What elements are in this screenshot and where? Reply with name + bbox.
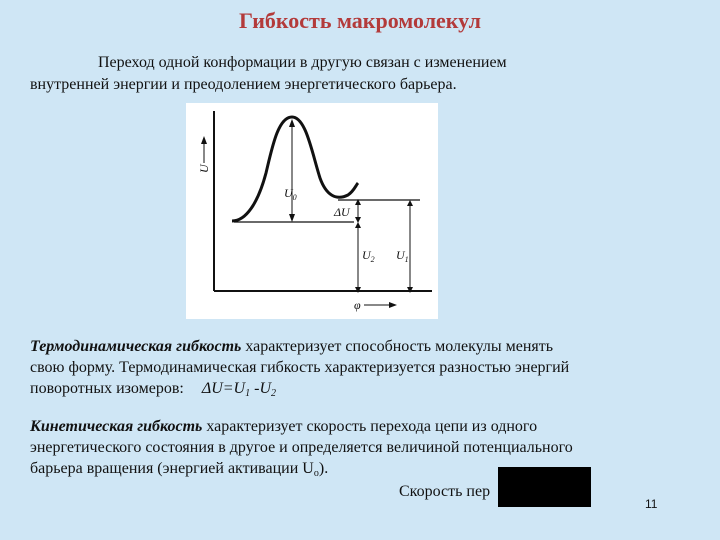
- speed-text: Скорость пер: [399, 483, 491, 500]
- u2-arrowhead-top: [355, 222, 361, 228]
- energy-diagram: [186, 103, 438, 319]
- energy-diagram-svg: [186, 103, 438, 319]
- kinetic-text-1: характеризует скорость перехода цепи из одного: [202, 418, 538, 435]
- intro-paragraph: [30, 52, 590, 96]
- intro-line-2: внутренней энергии и преодолением энергетического барьера.: [30, 76, 457, 93]
- y-label-arrowhead: [201, 136, 207, 144]
- thermo-paragraph: [30, 336, 670, 399]
- x-axis-label: φ: [354, 298, 361, 312]
- kinetic-text-3-end: ).: [318, 460, 329, 477]
- slide-title: Гибкость макромолекул: [239, 8, 481, 33]
- label-u1: $U_1$: [396, 248, 409, 264]
- u0-arrowhead-bottom: [289, 214, 295, 222]
- thermo-text-1: характеризует способность молекулы менять: [241, 338, 554, 355]
- u0-arrowhead-top: [289, 119, 295, 127]
- page-number: 11: [645, 497, 658, 511]
- kinetic-text-3: барьера вращения (энергией активации U: [30, 460, 314, 477]
- kinetic-text-2: энергетического состояния в другое и определяется величиной потенциального: [30, 439, 573, 456]
- u1-arrowhead-top: [407, 200, 413, 206]
- intro-line-1: Переход одной конформации в другую связан с изменением: [98, 54, 507, 71]
- y-axis-label: U: [197, 164, 211, 173]
- kinetic-text-3-sub: о: [313, 468, 319, 479]
- label-du: ΔU: [334, 205, 350, 219]
- label-u2: $U_2$: [362, 248, 375, 264]
- redaction-box: [498, 467, 591, 507]
- thermo-term: Термодинамическая гибкость: [30, 338, 242, 355]
- thermo-text-3: поворотных изомеров:: [30, 380, 184, 397]
- label-u0: $U_0$: [284, 186, 297, 202]
- x-label-arrowhead: [389, 302, 397, 308]
- thermo-text-2: свою форму. Термодинамическая гибкость характеризуется разностью энергий: [30, 359, 570, 376]
- thermo-formula: $\Delta U=U_1$ $-U_2$: [201, 380, 276, 399]
- kinetic-term: Кинетическая гибкость: [30, 418, 203, 435]
